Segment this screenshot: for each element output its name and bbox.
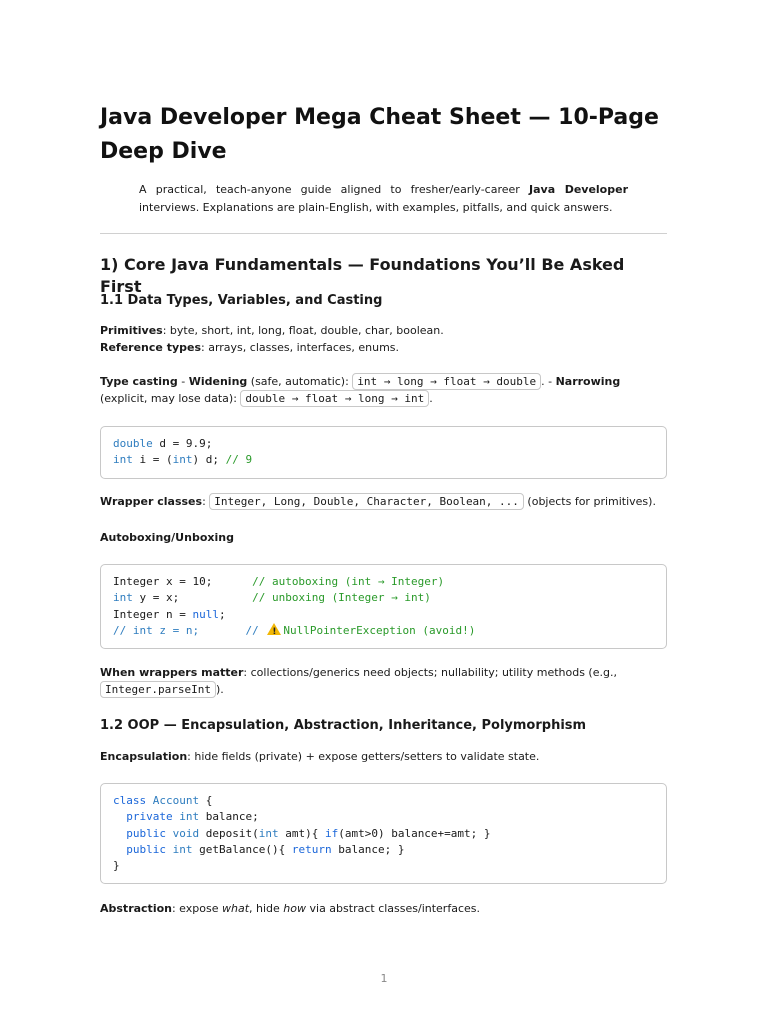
type-casting-paragraph: Type casting - Widening (safe, automatic): int → long → float → double . - Narrowing (explicit, may lose data): double → float → long → int . [100,375,621,405]
code-block-autoboxing: Integer x = 10; // autoboxing (int → Integer) int y = x; // unboxing (Integer → int) Integer n = null; // int z = n; // !NullPointerException (avoid!) [100,564,667,649]
primitives-paragraph: Primitives: byte, short, int, long, float, double, char, boolean. Reference types: arrays, classes, interfaces, enums. [100,324,444,354]
warning-icon [267,623,281,635]
widening-inline-code: int → long → float → double [352,373,541,390]
narrowing-inline-code: double → float → long → int [240,390,429,407]
parseint-inline-code: Integer.parseInt [100,681,216,698]
intro-paragraph: A practical, teach-anyone guide aligned to fresher/early-career Java Developer interviews. Explanations are plain-English, with examples, pitfalls, and quick answers. [139,183,628,214]
code-block-account-class: class Account { private int balance; public void deposit(int amt){ if(amt>0) balance+=amt; } public int getBalance(){ return balance; } } [100,783,667,884]
subsection-heading-data-types: 1.1 Data Types, Variables, and Casting [100,293,383,308]
autoboxing-heading: Autoboxing/Unboxing [100,531,234,544]
wrappers-matter-paragraph: When wrappers matter: collections/generics need objects; nullability; utility methods (e.g., Integer.parseInt ). [100,666,617,696]
wrapper-classes-inline-code: Integer, Long, Double, Character, Boolean, ... [209,493,524,510]
encapsulation-paragraph: Encapsulation: hide fields (private) + expose getters/setters to validate state. [100,750,540,763]
wrapper-classes-paragraph: Wrapper classes: Integer, Long, Double, Character, Boolean, ... (objects for primitives). [100,495,656,508]
horizontal-divider [100,233,667,234]
abstraction-paragraph: Abstraction: expose what, hide how via abstract classes/interfaces. [100,902,480,915]
page-number: 1 [380,972,388,985]
section-heading-core-java: 1) Core Java Fundamentals — Foundations You’ll Be Asked First [100,255,625,296]
code-block-casting: double d = 9.9; int i = (int) d; // 9 [100,426,667,479]
page-title: Java Developer Mega Cheat Sheet — 10-Page Deep Dive [100,105,659,164]
subsection-heading-oop: 1.2 OOP — Encapsulation, Abstraction, Inheritance, Polymorphism [100,718,587,733]
